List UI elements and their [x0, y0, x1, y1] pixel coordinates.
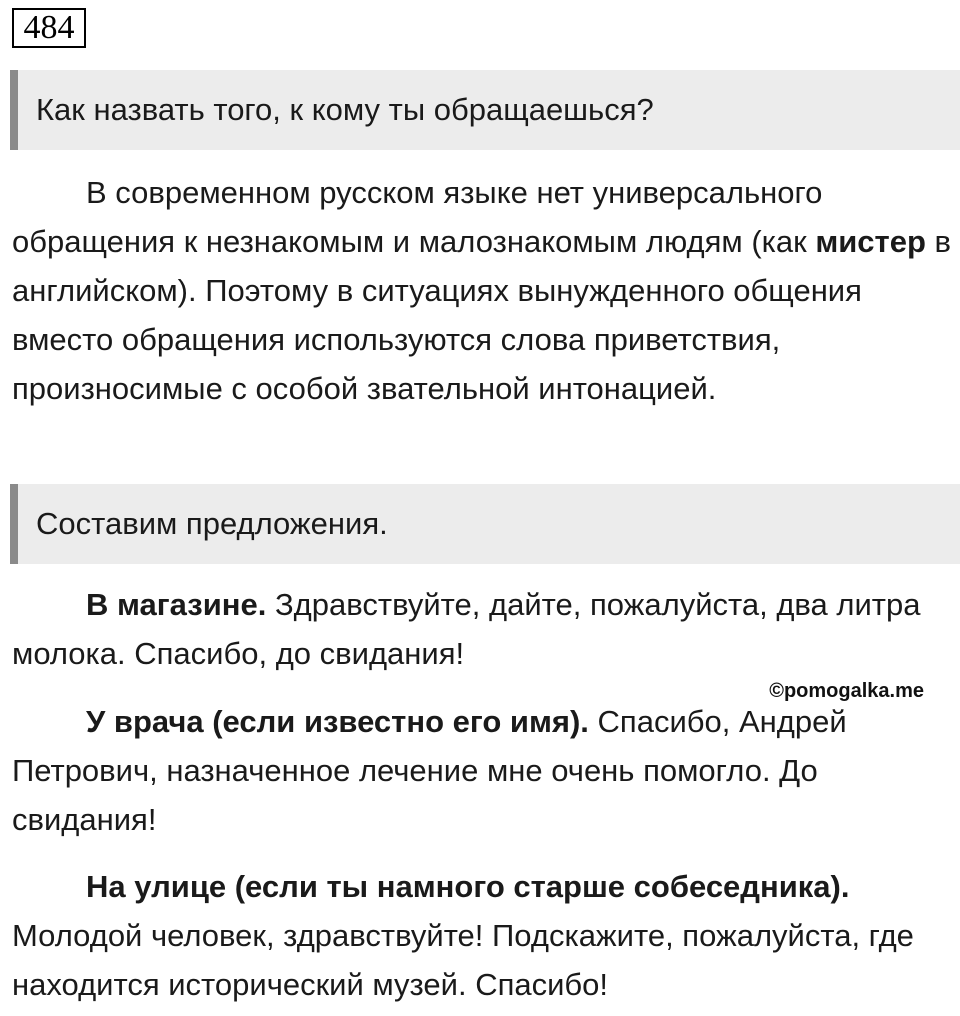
- watermark: ©pomogalka.me: [769, 680, 924, 702]
- example-text: Здравствуйте, дайте, пожалуйста, два литра молока. Спасибо, до свидания!: [12, 587, 921, 671]
- example-label: На улице (если ты намного старше собеседника).: [86, 869, 850, 904]
- intro-bold-word: мистер: [815, 224, 926, 259]
- task-number: 484: [12, 8, 86, 48]
- question-heading-1: Как назвать того, к кому ты обращаешься?: [10, 70, 960, 150]
- example-street: [12, 862, 952, 1009]
- intro-paragraph: [12, 168, 952, 413]
- example-text: Спасибо, Андрей Петрович, назначенное лечение мне очень помогло. До свидания!: [12, 704, 847, 837]
- example-label: У врача (если известно его имя).: [86, 704, 589, 739]
- example-shop: [12, 580, 952, 678]
- example-label: В магазине.: [86, 587, 267, 622]
- question-heading-2: Составим предложения.: [10, 484, 960, 564]
- example-text: Молодой человек, здравствуйте! Подскажите, пожалуйста, где находится исторический музей. Спасибо!: [12, 918, 914, 1002]
- intro-text-part2: в английском). Поэтому в ситуациях вынужденного общения вместо обращения используются слова приветствия, произносимые с особой звательной интонацией.: [12, 224, 951, 406]
- example-doctor: [12, 697, 952, 844]
- intro-text-part1: В современном русском языке нет универсального обращения к незнакомым и малознакомым людям (как: [12, 175, 823, 259]
